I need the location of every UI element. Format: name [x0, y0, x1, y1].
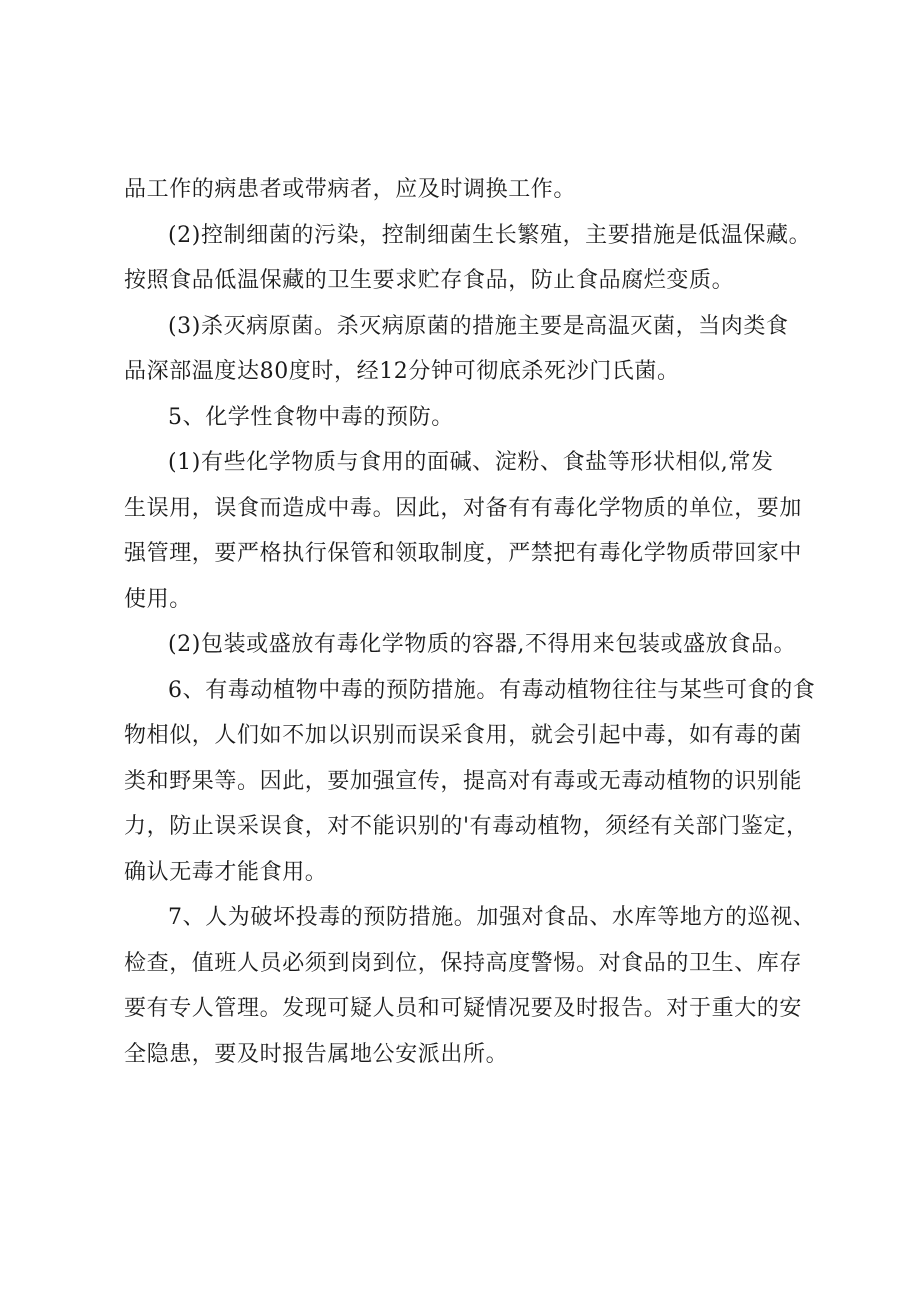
section-heading: 5、化学性食物中毒的预防。 [168, 404, 454, 430]
text-line: 品工作的病患者或带病者，应及时调换工作。 [124, 177, 577, 202]
text-line: 物相似，人们如不加以识别而误采食用，就会引起中毒，如有毒的菌 [124, 723, 803, 748]
text-line: (3)杀灭病原菌。杀灭病原菌的措施主要是高温灭菌，当肉类食 [168, 313, 789, 339]
text-line: 使用。 [124, 586, 192, 612]
text-line: 类和野果等。因此，要加强宣传，提高对有毒或无毒动植物的识别能 [124, 768, 803, 794]
section-heading: 6、有毒动植物中毒的预防措施。有毒动植物往往与某些可食的食 [168, 677, 816, 703]
text-line: 要有专人管理。发现可疑人员和可疑情况要及时报告。对于重大的安 [124, 996, 803, 1021]
text-line: (2)包装或盛放有毒化学物质的容器,不得用来包装或盛放食品。 [168, 632, 797, 657]
text-line: 确认无毒才能食用。 [124, 859, 328, 885]
text-line: 检查，值班人员必须到岗到位，保持高度警惕。对食品的卫生、库存 [124, 950, 803, 976]
text-line: 力，防止误采误食，对不能识别的'有毒动植物，须经有关部门鉴定， [124, 814, 809, 839]
text-line: 生误用，误食而造成中毒。因此，对备有有毒化学物质的单位，要加 [124, 495, 803, 521]
document-body [124, 167, 832, 1077]
text-line: 全隐患，要及时报告属地公安派出所。 [124, 1041, 509, 1067]
text-line: 强管理，要严格执行保管和领取制度，严禁把有毒化学物质带回家中 [124, 541, 803, 566]
text-line: (1)有些化学物质与食用的面碱、淀粉、食盐等形状相似,常发 [168, 450, 774, 475]
section-heading: 7、人为破坏投毒的预防措施。加强对食品、水库等地方的巡视、 [168, 905, 816, 930]
text-line: 按照食品低温保藏的卫生要求贮存食品，防止食品腐烂变质。 [124, 268, 735, 293]
text-line: 品深部温度达80度时，经12分钟可彻底杀死沙门氏菌。 [124, 359, 680, 384]
text-line: (2)控制细菌的污染，控制细菌生长繁殖，主要措施是低温保藏。 [168, 222, 812, 248]
